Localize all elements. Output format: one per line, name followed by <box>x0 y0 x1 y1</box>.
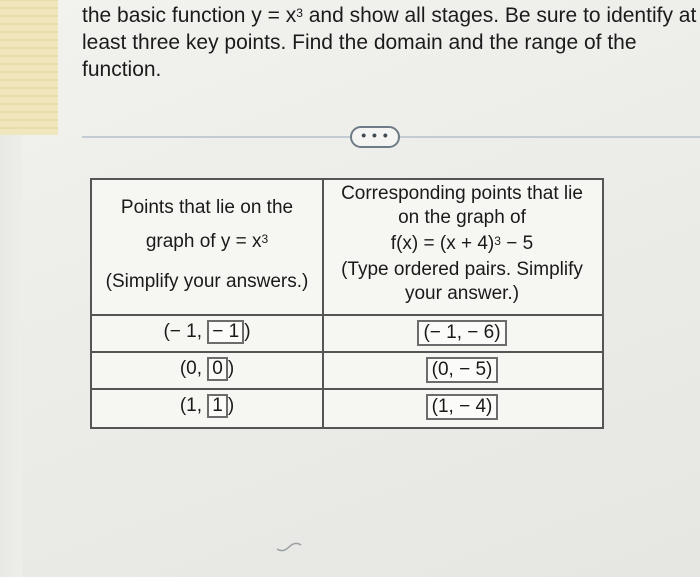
points-table <box>90 178 604 429</box>
row-separator <box>92 388 602 390</box>
question-line-2: least three key points. Find the domain and the range of the <box>82 31 637 54</box>
table-row: (1, 1 ) <box>179 395 235 416</box>
left-header: Points that lie on the graph of $y = x^3$ (Simplify your answers.) <box>105 197 309 292</box>
left-margin-shade <box>0 135 22 577</box>
table-row <box>324 394 600 420</box>
y-answer-box[interactable]: 0 <box>207 357 228 381</box>
pair-answer-box[interactable]: (1, − 4) <box>426 394 499 420</box>
y-answer-box[interactable]: − 1 <box>207 320 244 344</box>
question-line-3: function. <box>82 58 162 81</box>
table-row: (− 1, − 1 ) <box>163 321 251 342</box>
pen-mark-icon <box>275 535 305 555</box>
table-row: (0, 0 ) <box>179 358 235 379</box>
row-separator <box>92 351 602 353</box>
table-row <box>324 357 600 383</box>
table-row <box>324 320 600 346</box>
expand-more-button[interactable]: • • • <box>350 126 400 148</box>
y-answer-box[interactable]: 1 <box>207 394 228 418</box>
question-text <box>82 2 700 83</box>
question-line-1: the basic function $y = x^3$ and show all stages. Be sure to identify at <box>82 4 697 27</box>
row-separator <box>92 314 602 316</box>
pair-answer-box[interactable]: (0, − 5) <box>426 357 499 383</box>
left-margin-strip <box>0 0 58 135</box>
pair-answer-box[interactable]: (− 1, − 6) <box>417 320 506 346</box>
right-header: Corresponding points that lie on the graph of $f(x) = (x + 4)^3 - 5$ (Type ordered pairs. Simplify your answer.) <box>341 183 583 304</box>
